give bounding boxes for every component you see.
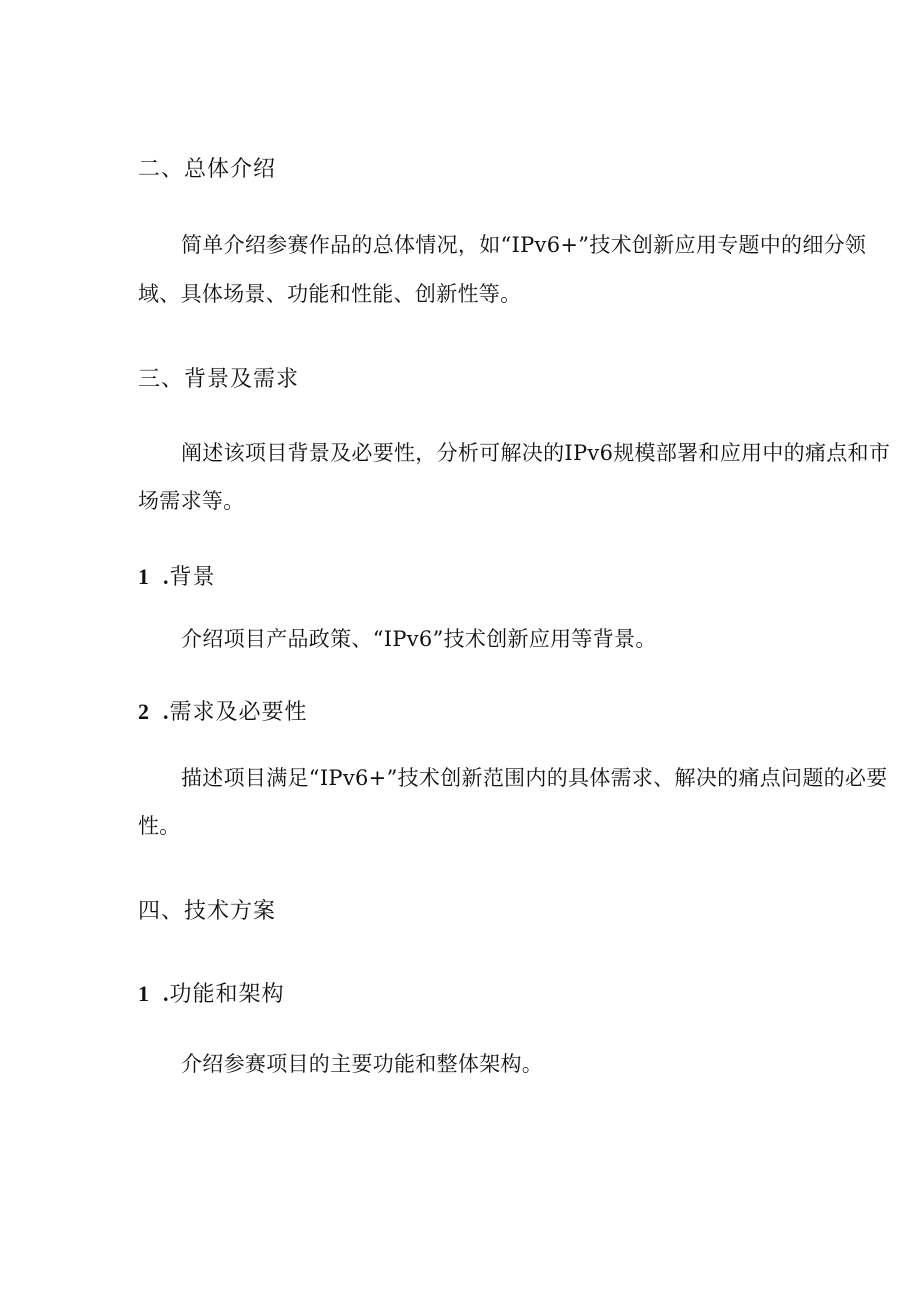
- subheading-dot: .: [163, 564, 170, 589]
- subheading-number: 2: [138, 699, 149, 724]
- overview-paragraph-line-2: 域、具体场景、功能和性能、创新性等。: [138, 282, 522, 306]
- subheading-number: 1: [138, 981, 149, 1006]
- function-architecture-paragraph: 介绍参赛项目的主要功能和整体架构。: [181, 1052, 544, 1076]
- section-heading-technical-plan: 四、技术方案: [138, 899, 277, 924]
- subheading-title: 需求及必要性: [169, 700, 308, 725]
- subheading-function-architecture: [138, 980, 285, 1009]
- subheading-number: 1: [138, 564, 149, 589]
- subheading-background: [138, 563, 216, 592]
- subheading-title: 功能和架构: [169, 982, 285, 1007]
- needs-paragraph-line-2: 性。: [138, 814, 181, 838]
- background-needs-paragraph-line-1: 阐述该项目背景及必要性，分析可解决的IPv6规模部署和应用中的痛点和市: [181, 441, 891, 465]
- needs-paragraph-line-1: 描述项目满足“IPv6+”技术创新范围内的具体需求、解决的痛点问题的必要: [181, 766, 888, 790]
- background-needs-paragraph-line-2: 场需求等。: [138, 489, 245, 513]
- background-paragraph: 介绍项目产品政策、“IPv6”技术创新应用等背景。: [181, 627, 657, 651]
- subheading-dot: .: [163, 981, 170, 1006]
- section-heading-background-needs: 三、背景及需求: [138, 367, 300, 392]
- section-heading-overview: 二、总体介绍: [138, 157, 277, 182]
- subheading-title: 背景: [169, 565, 216, 590]
- overview-paragraph-line-1: 简单介绍参赛作品的总体情况，如“IPv6+”技术创新应用专题中的细分领: [181, 233, 867, 257]
- subheading-needs-necessity: [138, 698, 308, 727]
- subheading-dot: .: [163, 699, 170, 724]
